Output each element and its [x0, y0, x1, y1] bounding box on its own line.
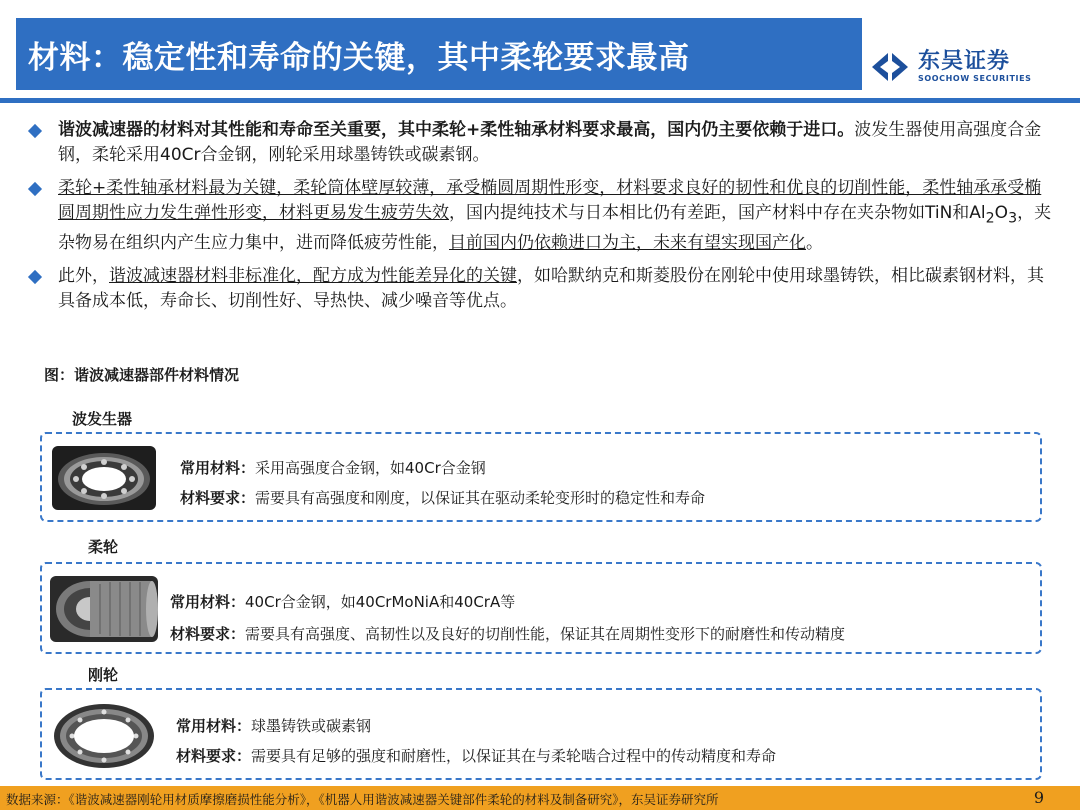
diamond-bullet-icon	[28, 270, 42, 284]
page-title: 材料：稳定性和寿命的关键，其中柔轮要求最高	[28, 39, 690, 76]
requirement-value: 需要具有高强度、高韧性以及良好的切削性能，保证其在周期性变形下的耐磨性和传动精度	[245, 625, 846, 643]
bullet-list	[26, 118, 1056, 322]
material-value: 球墨铸铁或碳素钢	[251, 717, 372, 735]
circular-spline-image	[52, 702, 156, 770]
soochow-logo-icon	[868, 50, 912, 84]
bullet-text: O	[994, 203, 1009, 223]
diamond-bullet-icon	[28, 182, 42, 196]
title-divider	[0, 98, 1080, 103]
material-row	[180, 458, 486, 478]
material-value: 40Cr合金钢，如40CrMoNiA和40CrA等	[245, 593, 516, 611]
bullet-item	[26, 118, 1056, 168]
material-row	[170, 592, 515, 612]
flexspline-image	[50, 576, 158, 642]
bullet-text: 。	[806, 233, 823, 254]
bullet-underlined-text: 目前国内仍依赖进口为主，未来有望实现国产化	[449, 233, 806, 254]
bullet-item	[26, 176, 1056, 256]
requirement-key: 材料要求：	[180, 489, 256, 507]
section-label-circular-spline: 刚轮	[88, 666, 119, 684]
bullet-text: ，如哈默纳克和斯菱股份在刚轮中使用球墨铸铁，相比碳素钢材料，其具备成本低，寿命长、切削性好、导热快、减少噪音等优点。	[58, 266, 1044, 312]
requirement-row	[170, 624, 845, 644]
bullet-text: ，夹杂物易在组织内产生应力集中，进而降低疲劳性能，	[58, 203, 1052, 254]
diamond-bullet-icon	[28, 124, 42, 138]
wave-generator-image	[52, 446, 156, 510]
requirement-value: 需要具有高强度和刚度，以保证其在驱动柔轮变形时的稳定性和寿命	[255, 489, 706, 507]
requirement-key: 材料要求：	[176, 747, 252, 765]
footer-bar	[0, 786, 1080, 810]
requirement-key: 材料要求：	[170, 625, 246, 643]
bullet-item	[26, 264, 1056, 314]
section-label-wave-generator: 波发生器	[72, 410, 133, 428]
bullet-text: 此外，	[58, 266, 109, 287]
material-key: 常用材料：	[170, 593, 246, 611]
bullet-underlined-text: 谐波减速器材料非标准化，配方成为性能差异化的关键	[109, 266, 517, 287]
material-key: 常用材料：	[180, 459, 256, 477]
page-number: 9	[1033, 788, 1044, 807]
subscript: 2	[985, 210, 995, 227]
title-bar	[16, 18, 862, 90]
requirement-row	[180, 488, 705, 508]
requirement-value: 需要具有足够的强度和耐磨性，以保证其在与柔轮啮合过程中的传动精度和寿命	[251, 747, 777, 765]
company-logo	[868, 44, 1064, 90]
bullet-text: ，国内提纯技术与日本相比仍有差距，国产材料中存在夹杂物如TiN和Al	[449, 203, 986, 223]
logo-chinese-name: 东吴证券	[918, 49, 1011, 74]
subscript: 3	[1008, 210, 1018, 227]
section-label-flexspline: 柔轮	[88, 538, 119, 556]
material-value: 采用高强度合金钢，如40Cr合金钢	[255, 459, 486, 477]
data-source-note: 数据来源：《谐波减速器刚轮用材质摩擦磨损性能分析》，《机器人用谐波减速器关键部件柔轮的材料及制备研究》，东吴证券研究所	[6, 792, 719, 807]
material-key: 常用材料：	[176, 717, 252, 735]
bullet-underlined-text: 柔轮+柔性轴承材料最为关键，柔轮筒体壁厚较薄，承受椭圆周期性形变，材料要求良好的韧性和优良的切削性能，柔性轴承承受椭圆周期性应力发生弹性形变，材料更易发生疲劳失效	[58, 178, 1042, 223]
material-row	[176, 716, 371, 736]
logo-english-name: SOOCHOW SECURITIES	[918, 74, 1032, 83]
figure-title: 图：谐波减速器部件材料情况	[44, 366, 240, 384]
bullet-bold-text: 谐波减速器的材料对其性能和寿命至关重要，其中柔轮+柔性轴承材料要求最高，国内仍主要依赖于进口。	[58, 120, 855, 140]
requirement-row	[176, 746, 776, 766]
bullet-text: 波发生器使用高强度合金钢，柔轮采用40Cr合金钢，刚轮采用球墨铸铁或碳素钢。	[58, 120, 1042, 165]
